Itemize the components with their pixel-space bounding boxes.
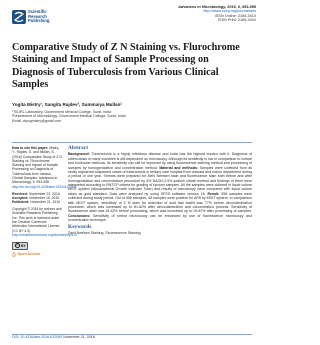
abstract-heading: Abstract: [68, 145, 89, 151]
abstract-result-label: Result:: [207, 191, 220, 196]
cc-by-label: BY: [21, 243, 26, 248]
open-access-lock-icon: [12, 252, 16, 257]
scirp-logo-icon: [12, 10, 26, 24]
footer-date: November 21, 2016: [62, 335, 95, 339]
received-date: September 23, 2016: [28, 191, 60, 196]
author-email[interactable]: Email: drysgmistry@gmail.com: [12, 118, 62, 123]
publisher-name: Scientific Research Publishing: [28, 9, 50, 24]
keywords-text: Ziehl Neelsen Staining, Fluorescence Staining: [68, 230, 141, 235]
publisher-logo[interactable]: [12, 6, 60, 28]
footer-doi[interactable]: DOI: 10.4236/aim.2016.612089: [12, 335, 63, 339]
article-sidebar: [12, 146, 78, 258]
copyright-text: Copyright © 2016 by authors and Scientific Research Publishing Inc. This work is licensed under the Creative Commons Attribution International License (CC BY 4.0).: [12, 207, 62, 233]
dates-block: [12, 192, 62, 205]
license-link[interactable]: http://creativecommons.org/licenses/by/4.0/: [12, 232, 78, 237]
abstract-background-label: Background:: [68, 152, 90, 157]
journal-info: [178, 5, 256, 23]
abstract-methods-text: Samples were collected from all newly registered suspected cases of tuberculosis in tertiary care hospital from outward and indoor department during a period of one year. Smears were prepared for Ziehl Neelsen stain and fluorescence stain both before and after homogenization and concentration procedure by 4% NAOH-2.9% sodium citrate method and findings of them were interpreted according to RNTCP criteria for grading of sputum samples. All the samples were cultured in liquid culture MGIT system (Mycobacterial Growth Indicator Tube) and results of microscopy were compared with liquid culture taken as gold standard. Data were analysed by using SPSS software version 16.: [68, 165, 252, 196]
accepted-label: Accepted:: [12, 195, 29, 200]
affiliations: [12, 110, 248, 123]
abstract-background-text: Tuberculosis is a highly infectious disease and India has the highest burden with it. Diagnosis of tuberculosis in many countries is still dependent on microscopy. Although its sensitivity is low in comparison to culture and molecular methods, its sensitivity can still be improved by using fluorescence staining method and processing of samples by homogenization and concentration method.: [68, 152, 252, 170]
affiliation-1: ¹TB-IRL Laboratory, Government Medical College, Surat, India: [12, 110, 112, 114]
article-title: Comparative Study of Z N Staining vs. Flurochrome Staining and Impact of Sample Processing on Diagnosis of Tuberculosis from Various Clinical Samples: [12, 42, 240, 91]
header-divider: [12, 142, 252, 143]
abstract-conclusion-text: Sensitivity of smear microscopy can be enhanced by use of fluorescence microscopy and concentration technique.: [68, 213, 252, 222]
journal-url[interactable]: http://www.scirp.org/journal/aim: [203, 9, 256, 14]
abstract-body: [68, 152, 252, 222]
cite-doi-link[interactable]: http://dx.doi.org/10.4236/aim.2016.612089: [12, 184, 76, 189]
abstract-methods-label: Material and methods:: [159, 165, 199, 170]
affiliation-2: ²Department of Microbiology, Government Medical College, Surat, India: [12, 114, 126, 119]
cc-by-badge[interactable]: [12, 242, 28, 250]
page-footer: [12, 335, 95, 339]
creative-commons-icon: cc: [15, 243, 19, 247]
cite-label: How to cite this paper:: [12, 146, 49, 150]
author-list: Yogita Mistry¹, Sangita Rajdev², Summaiya Mullan²: [12, 102, 122, 107]
abstract-conclusion-label: Conclusions:: [68, 213, 91, 218]
keywords-heading: Keywords: [68, 224, 92, 231]
journal-citation: Advances in Microbiology, 2016, 6, 953-958: [178, 5, 256, 9]
abstract-result-text: 556 samples were collected during study period. Out of 556 samples, 48 samples were positive for AFB by MGIT system. In comparison with MGIT system, sensitivity of Z N stain for detection of acid fast bacilli was 77% before decontamination procedure, which was increased up to 81.62% after decontamination and concentration process. Sensitivity of fluorescence stain was 81.62% before processing, which was increased up to 93.87% after processing of samples.: [68, 191, 252, 214]
issn-print: ISSN Print: 2165-3402: [218, 18, 256, 23]
open-access-badge[interactable]: [12, 252, 40, 257]
published-date: November 21, 2016: [30, 200, 61, 205]
copyright-block: [12, 207, 78, 237]
open-access-label: Open Access: [17, 252, 41, 257]
issn-online: ISSN Online: 2165-3410: [214, 13, 256, 18]
received-label: Received:: [12, 191, 29, 196]
abstract-section: [68, 146, 252, 235]
accepted-date: November 15, 2016: [29, 195, 60, 200]
published-label: Published:: [12, 200, 30, 205]
citation-block: [12, 146, 76, 189]
cite-text: Mistry, Y., Rajdev, S. and Mullan, S. (2016) Comparative Study of Z N Staining vs. Flurochrome Staining and Impact of Sample Processing on Diagnosis of Tuberculosis from Various Clinical Samples. Advances in Microbiology, 6, 953-958.: [12, 146, 62, 185]
